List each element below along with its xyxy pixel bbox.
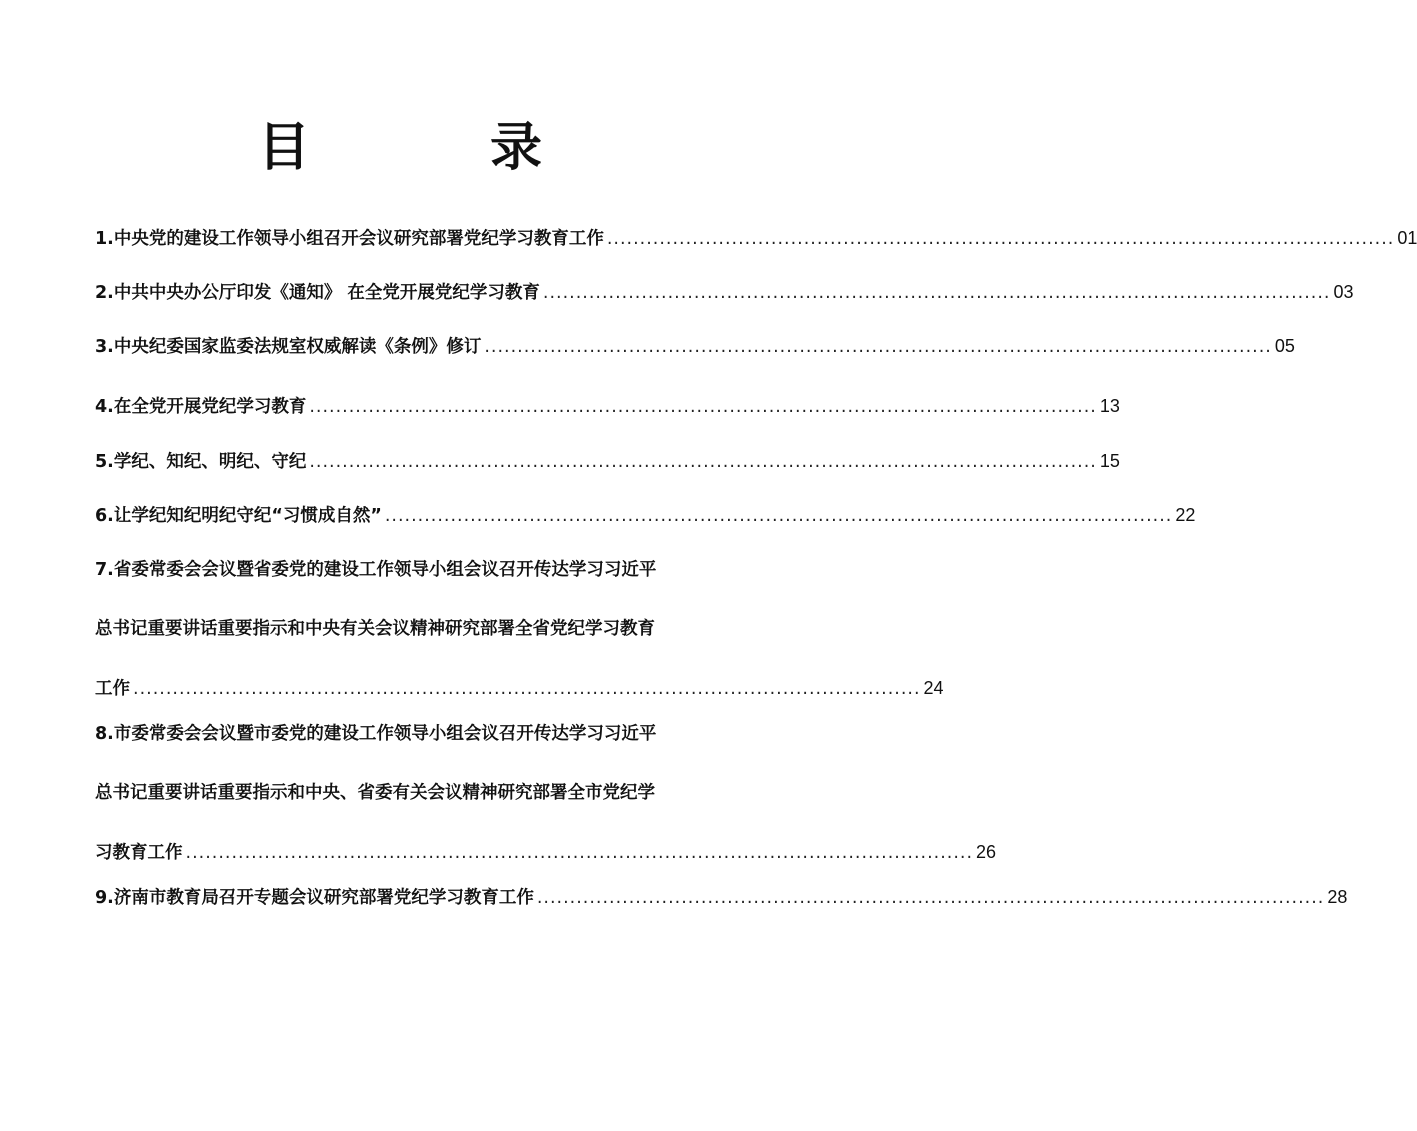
toc-entry-title-line1: 7.省委常委会会议暨省委党的建设工作领导小组会议召开传达学习习近平 <box>95 560 657 580</box>
toc-entry-title: 3.中央纪委国家监委法规室权威解读《条例》修订 <box>95 337 482 357</box>
toc-entry-1[interactable] <box>95 226 1417 251</box>
toc-leader-dots: ........................................................................................................................ <box>484 337 1272 357</box>
toc-leader-dots: ........................................................................................................................ <box>309 397 1097 417</box>
toc-entry-5[interactable] <box>95 449 1120 474</box>
toc-entry-title-line3: 工作 <box>95 679 130 699</box>
toc-page-number: 01 <box>1397 228 1417 248</box>
toc-entry-title-line1: 8.市委常委会会议暨市委党的建设工作领导小组会议召开传达学习习近平 <box>95 724 657 744</box>
toc-leader-dots: ........................................................................................................................ <box>309 452 1097 472</box>
toc-entry-title: 2.中共中央办公厅印发《通知》 在全党开展党纪学习教育 <box>95 283 540 303</box>
toc-page-number: 05 <box>1274 336 1295 356</box>
toc-entry-title: 1.中央党的建设工作领导小组召开会议研究部署党纪学习教育工作 <box>95 229 604 249</box>
toc-entry-2[interactable] <box>95 280 1354 305</box>
toc-entry-title-line3: 习教育工作 <box>95 843 183 863</box>
toc-page-number: 03 <box>1333 282 1354 302</box>
toc-entry-title-line2: 总书记重要讲话重要指示和中央、省委有关会议精神研究部署全市党纪学 <box>95 783 655 803</box>
toc-entry-9[interactable] <box>95 885 1348 910</box>
toc-entry-3[interactable] <box>95 334 1295 359</box>
toc-leader-dots: ........................................................................................................................ <box>133 679 921 699</box>
toc-leader-dots: ........................................................................................................................ <box>536 888 1325 908</box>
toc-entry-8[interactable] <box>95 722 997 865</box>
page-title: 目 录 <box>257 118 606 178</box>
toc-entry-4[interactable] <box>95 394 1120 419</box>
toc-page-number: 15 <box>1099 451 1120 471</box>
toc-leader-dots: ........................................................................................................................ <box>384 506 1173 526</box>
toc-page-number: 24 <box>923 678 944 698</box>
toc-entry-title: 5.学纪、知纪、明纪、守纪 <box>95 452 307 472</box>
toc-entry-6[interactable] <box>95 503 1196 528</box>
toc-entry-7[interactable] <box>95 558 944 701</box>
toc-leader-dots: ........................................................................................................................ <box>606 229 1395 249</box>
toc-entry-title: 9.济南市教育局召开专题会议研究部署党纪学习教育工作 <box>95 888 534 908</box>
toc-entry-title: 6.让学纪知纪明纪守纪“习惯成自然” <box>95 506 382 526</box>
toc-leader-dots: ........................................................................................................................ <box>185 843 974 863</box>
toc-page-number: 22 <box>1175 505 1196 525</box>
toc-entry-title-line2: 总书记重要讲话重要指示和中央有关会议精神研究部署全省党纪学习教育 <box>95 619 655 639</box>
toc-page-number: 26 <box>976 842 997 862</box>
toc-page-number: 13 <box>1099 396 1120 416</box>
toc-leader-dots: ........................................................................................................................ <box>542 283 1331 303</box>
toc-page-number: 28 <box>1327 887 1348 907</box>
toc-entry-title: 4.在全党开展党纪学习教育 <box>95 397 307 417</box>
